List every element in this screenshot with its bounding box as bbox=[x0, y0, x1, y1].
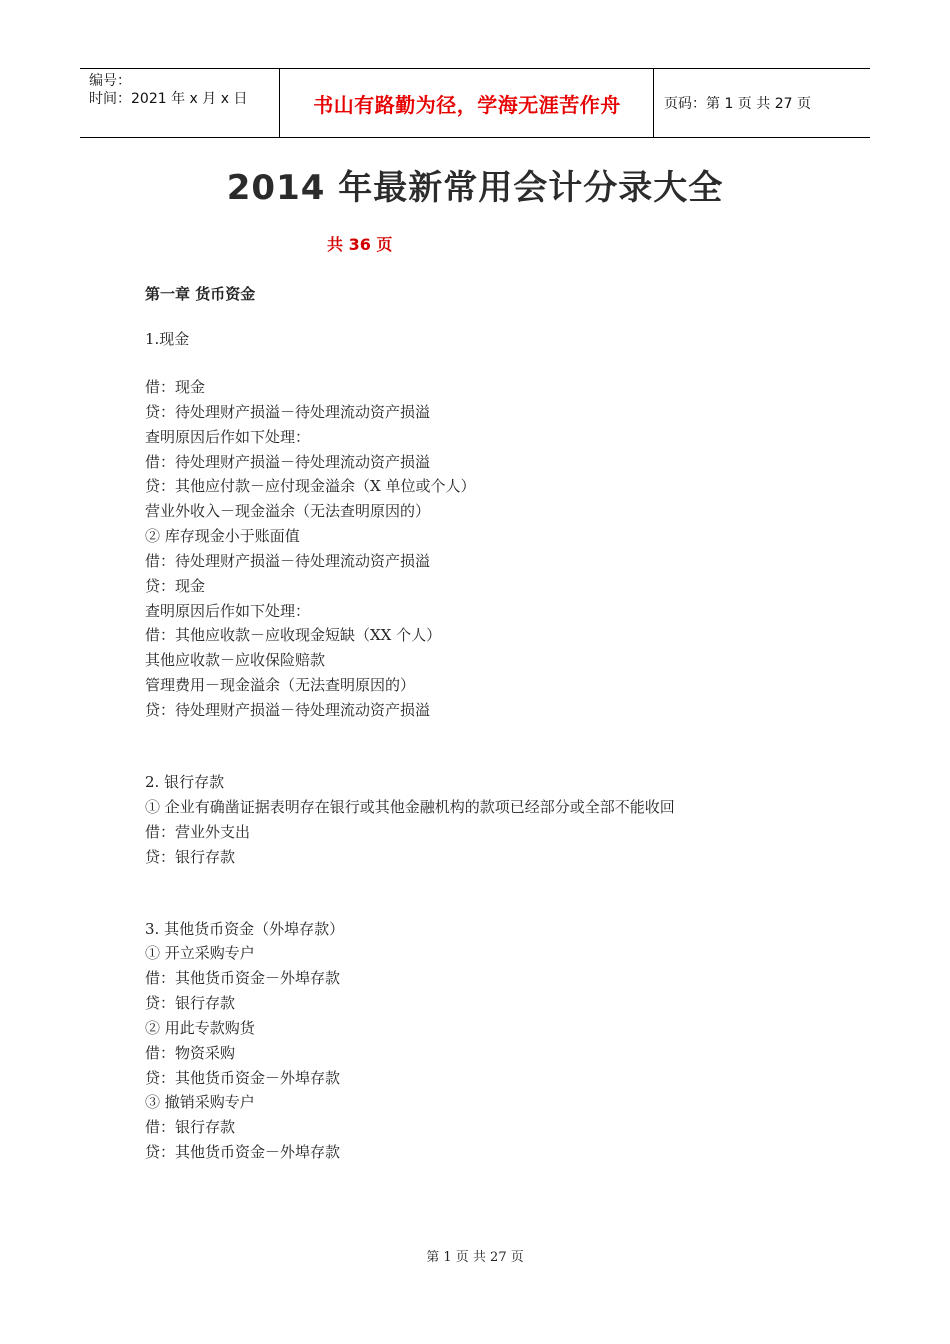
number-label: 编号： bbox=[89, 73, 131, 89]
text-line: 贷：待处理财产损溢－待处理流动资产损溢 bbox=[145, 403, 431, 421]
text-line: 借：其他货币资金－外埠存款 bbox=[145, 969, 341, 987]
header-motto: 书山有路勤为径，学海无涯苦作舟 bbox=[281, 69, 654, 137]
text-line: ② 库存现金小于账面值 bbox=[145, 527, 300, 545]
text-line: 贷：其他应付款－应付现金溢余（X 单位或个人） bbox=[145, 477, 476, 495]
text-line: 借：现金 bbox=[145, 378, 206, 396]
text-line: 查明原因后作如下处理： bbox=[145, 602, 311, 620]
text-line: 管理费用－现金溢余（无法查明原因的） bbox=[145, 676, 416, 694]
text-line: 借：营业外支出 bbox=[145, 823, 251, 841]
text-line: 贷：现金 bbox=[145, 577, 206, 595]
text-line: 贷：银行存款 bbox=[145, 848, 236, 866]
header-page-info: 页码：第 1 页 共 27 页 bbox=[664, 96, 811, 112]
header-meta bbox=[80, 69, 280, 137]
document-title: 2014 年最新常用会计分录大全 bbox=[226, 168, 724, 208]
section-heading: 3. 其他货币资金（外埠存款） bbox=[145, 920, 345, 938]
text-line: ① 开立采购专户 bbox=[145, 944, 255, 962]
time-label: 时间：2021 年 x 月 x 日 bbox=[89, 91, 248, 107]
text-line: 借：其他应收款－应收现金短缺（XX 个人） bbox=[145, 626, 442, 644]
text-line: 查明原因后作如下处理： bbox=[145, 428, 311, 446]
text-line: ① 企业有确凿证据表明存在银行或其他金融机构的款项已经部分或全部不能收回 bbox=[145, 798, 675, 816]
text-line: 借：待处理财产损溢－待处理流动资产损溢 bbox=[145, 552, 431, 570]
text-line: 贷：待处理财产损溢－待处理流动资产损溢 bbox=[145, 701, 431, 719]
text-line: 贷：其他货币资金－外埠存款 bbox=[145, 1143, 341, 1161]
text-line: 贷：其他货币资金－外埠存款 bbox=[145, 1069, 341, 1087]
text-line: ② 用此专款购货 bbox=[145, 1019, 255, 1037]
text-line: 借：物资采购 bbox=[145, 1044, 236, 1062]
page-footer: 第 1 页 共 27 页 bbox=[426, 1250, 524, 1265]
text-line: ③ 撤销采购专户 bbox=[145, 1093, 255, 1111]
document-subtitle: 共 36 页 bbox=[327, 235, 393, 254]
text-line: 其他应收款－应收保险赔款 bbox=[145, 651, 326, 669]
section-heading: 1.现金 bbox=[145, 330, 190, 348]
document-header bbox=[80, 68, 870, 138]
text-line: 借：待处理财产损溢－待处理流动资产损溢 bbox=[145, 453, 431, 471]
text-line: 借：银行存款 bbox=[145, 1118, 236, 1136]
text-line: 营业外收入－现金溢余（无法查明原因的） bbox=[145, 502, 431, 520]
text-line: 贷：银行存款 bbox=[145, 994, 236, 1012]
section-heading: 2. 银行存款 bbox=[145, 773, 225, 791]
chapter-heading: 第一章 货币资金 bbox=[145, 285, 256, 303]
